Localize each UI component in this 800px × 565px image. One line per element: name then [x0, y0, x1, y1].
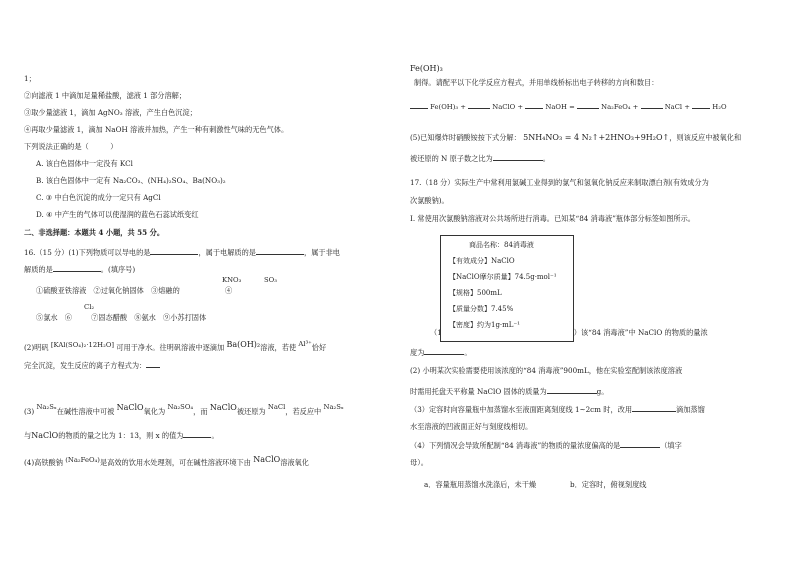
na2sx-formula: Na₂Sₓ: [36, 403, 57, 411]
na2feo4-formula: (Na₂FeO₄): [65, 456, 100, 464]
label-row: 【密度】约为1g·mL⁻¹: [449, 321, 520, 329]
q16-items1: [36, 286, 232, 295]
q16-line2: [24, 264, 135, 274]
items2-end: ⑦固态醋酸 ⑧氨水 ⑨小苏打固体: [83, 313, 207, 322]
q17-part4-line1: [410, 440, 682, 450]
p2-text: 可用于净水。往明矾溶液中逐滴加: [116, 343, 225, 352]
coefficient-blank[interactable]: [525, 101, 543, 109]
label-row: 【NaClO摩尔质量】74.5g·mol⁻¹: [449, 273, 557, 281]
label-row: 【有效成分】NaClO: [449, 257, 515, 265]
na2so4-formula: Na₂SO₄: [167, 403, 194, 411]
q17-part4-line2: 母）。: [410, 458, 428, 467]
section-title: 二、非选择题：本题共 4 小题，共 55 分。: [24, 228, 165, 237]
p3-text: 被还原为: [236, 407, 266, 416]
coefficient-blank[interactable]: [410, 101, 428, 109]
eq-term: Na₂FeO₄ +: [601, 103, 639, 111]
alum-formula: [KAl(SO₄)₂·12H₂O]: [50, 341, 115, 349]
q17-line2: 次氯酸钠)。: [410, 196, 449, 205]
eq-term: H₂O: [712, 103, 727, 111]
q16-part4-line2: 制得。请配平以下化学反应方程式，并用单线桥标出电子转移的方向和数目：: [414, 78, 659, 87]
naclo-formula: NaClO: [209, 403, 237, 412]
text-line: ②向滤液 1 中滴加足量稀盐酸，滤液 1 部分溶解；: [24, 91, 187, 100]
answer-blank[interactable]: [256, 247, 304, 255]
q17-option-a: a．容量瓶用蒸馏水洗涤后，未干燥: [424, 480, 537, 489]
naclo-formula: NaClO: [253, 455, 281, 464]
q17-part3-line2: 水至溶液的凹液面正好与刻度线相切。: [410, 422, 533, 431]
naclo-formula: NaClO: [116, 403, 144, 412]
feoh3-formula: Fe(OH)₃: [410, 64, 443, 73]
p3-line2-text: 与: [24, 431, 32, 440]
answer-blank[interactable]: [424, 347, 464, 355]
answer-blank[interactable]: [53, 264, 101, 272]
answer-blank[interactable]: [150, 247, 198, 255]
p4-text: 是高效的饮用水处理剂，可在碱性溶液环境下由: [99, 458, 251, 467]
q17-line3: I. 常使用次氯酸钠溶液对公共场所进行消毒。已知某“84 消毒液”瓶体部分标签如图所示。: [410, 214, 695, 223]
p3-text: 滴加蒸馏: [676, 405, 705, 414]
label-product-name: 商品名称：84消毒液: [469, 241, 534, 249]
q16-part2-line1: [24, 340, 326, 352]
q16-line1: [24, 247, 340, 257]
p2-line2-end: g。: [596, 387, 609, 396]
p3-text: （3）定容时向容量瓶中加蒸馏水至液面距离刻度线 1~2cm 时，改用: [410, 405, 633, 414]
coefficient-blank[interactable]: [692, 101, 710, 109]
p5-line2-end: 。: [542, 154, 550, 163]
p1-line2-text: 度为: [410, 348, 425, 357]
q17-part1-line2: [410, 347, 472, 357]
answer-blank[interactable]: [632, 404, 676, 412]
q16-part5-line2: [410, 153, 550, 163]
p4-text: (4)高铁酸钠: [24, 458, 63, 467]
label-row: 【质量分数】7.45%: [449, 305, 514, 313]
so3-formula: SO₃: [264, 276, 277, 284]
nacl-formula: NaCl: [267, 403, 286, 411]
text-line: ③取少量滤液 1，滴加 AgNO₃ 溶液，产生白色沉淀；: [24, 108, 197, 117]
p3-text: (3): [24, 407, 35, 416]
option-a: A. 该白色固体中一定没有 KCl: [36, 159, 133, 168]
answer-blank[interactable]: [183, 430, 211, 438]
p4-text: 溶液氧化: [280, 458, 309, 467]
nh4no3-equation: 5NH₄NO₃ = 4 N₂↑+2HNO₃+9H₂O↑: [523, 133, 670, 142]
na2sx-formula: Na₂Sₓ: [323, 403, 344, 411]
answer-blank[interactable]: [146, 360, 160, 368]
text-line: ④再取少量滤液 1，滴加 NaOH 溶液并加热，产生一种有刺激性气味的无色气体。: [24, 125, 289, 134]
q16-part3-line1: [24, 403, 344, 416]
p2-line2-text: 时需用托盘天平称量 NaClO 固体的质量为: [410, 387, 547, 396]
eq-term: NaOH =: [545, 103, 575, 111]
p5-line2-text: 被还原的 N 原子数之比为: [410, 154, 493, 163]
p3-text: 氧化为: [143, 407, 166, 416]
balance-equation: [410, 101, 727, 111]
q16-part2-line2: [24, 360, 160, 370]
q17-part3-line1: [410, 404, 705, 414]
p1-text: （1: [430, 328, 442, 337]
cl2-formula: Cl₂: [84, 303, 95, 311]
p4-text: （填字: [660, 441, 682, 450]
q16-part3-line2: [24, 430, 219, 441]
p4-text: （4）下列情况会导致所配制“84 消毒液”的物质的量浓度偏高的是: [410, 441, 621, 450]
p1-line2-end: 。: [464, 348, 472, 357]
q16-part4-line1: [24, 455, 309, 467]
q16-intro-mid: ，属于电解质的是: [198, 248, 256, 257]
p2-text: 溶液，若使: [260, 343, 297, 352]
q17-line1: 17.（18 分）实际生产中常利用氯碱工业得到的氯气和氢氧化钠反应来制取漂白剂(有效成分为: [410, 178, 709, 187]
q16-intro-end: ，属于非电: [304, 248, 340, 257]
p3-line2-end: 。: [211, 431, 219, 440]
items2-text: ⑤氯水 ⑥: [36, 313, 72, 322]
naclo-formula: NaClO: [31, 431, 59, 440]
q16-intro: 16.（15 分）(1)下列物质可以导电的是: [24, 248, 151, 257]
items1-mid: ④: [217, 286, 233, 295]
answer-blank[interactable]: [620, 440, 660, 448]
p2-text: 恰好: [311, 343, 327, 352]
question-prompt: 下列说法正确的是（ ）: [24, 142, 118, 151]
q17-option-b: b．定容时，俯视刻度线: [570, 480, 647, 489]
p3-text: 在碱性溶液中可被: [56, 407, 115, 416]
q16-line2-end: 。(填序号): [100, 265, 136, 274]
p2-text: (2)明矾: [24, 343, 49, 352]
coefficient-blank[interactable]: [468, 101, 490, 109]
q17-part2-line2: [410, 386, 608, 396]
option-d: D. ④ 中产生的气体可以使湿润的蓝色石蕊试纸变红: [36, 210, 199, 219]
p3-text: ，而: [193, 407, 208, 416]
q16-items2: [36, 313, 206, 322]
p5-text: (5)已知爆炸时硝酸铵按下式分解：: [410, 133, 521, 142]
answer-blank[interactable]: [547, 386, 597, 394]
eq-term: NaCl +: [664, 103, 690, 111]
eq-term: NaClO +: [492, 103, 524, 111]
p3-line2-text: 的物质的量之比为 1：13，则 x 的值为: [58, 431, 184, 440]
q17-part2-line1: (2) 小明某次实验需要使用该浓度的“84 消毒液”900mL，他在实验室配制该浓度溶液: [410, 366, 683, 375]
al-ion-formula: Al³⁺: [298, 340, 312, 348]
q16-line2-text: 解质的是: [24, 265, 53, 274]
p5-text: ，则该反应中被氧化和: [669, 133, 742, 142]
eq-term: Fe(OH)₃ +: [430, 103, 466, 111]
text-line: 1；: [24, 74, 36, 83]
baoh2-formula: Ba(OH)₂: [226, 340, 261, 349]
p1-text: ）该“84 消毒液”中 NaClO 的物质的量浓: [573, 328, 708, 337]
p3-text: ，若反应中: [285, 407, 322, 416]
answer-blank[interactable]: [493, 153, 543, 161]
q16-part5-line1: [410, 133, 741, 143]
coefficient-blank[interactable]: [641, 101, 663, 109]
label-row: 【规格】500mL: [449, 289, 502, 297]
option-c: C. ③ 中白色沉淀的成分一定只有 AgCl: [36, 193, 161, 202]
items1-text: ①硫酸亚铁溶液 ②过氧化钠固体 ③熔融的: [36, 286, 180, 295]
product-label-box: [440, 235, 574, 342]
kno3-formula: KNO₃: [222, 276, 242, 284]
coefficient-blank[interactable]: [577, 101, 599, 109]
option-b: B. 该白色固体中一定有 Na₂CO₃、(NH₄)₂SO₄、Ba(NO₃)₂: [36, 176, 226, 185]
p2-line2-text: 完全沉淀，发生反应的离子方程式为：: [24, 361, 147, 370]
